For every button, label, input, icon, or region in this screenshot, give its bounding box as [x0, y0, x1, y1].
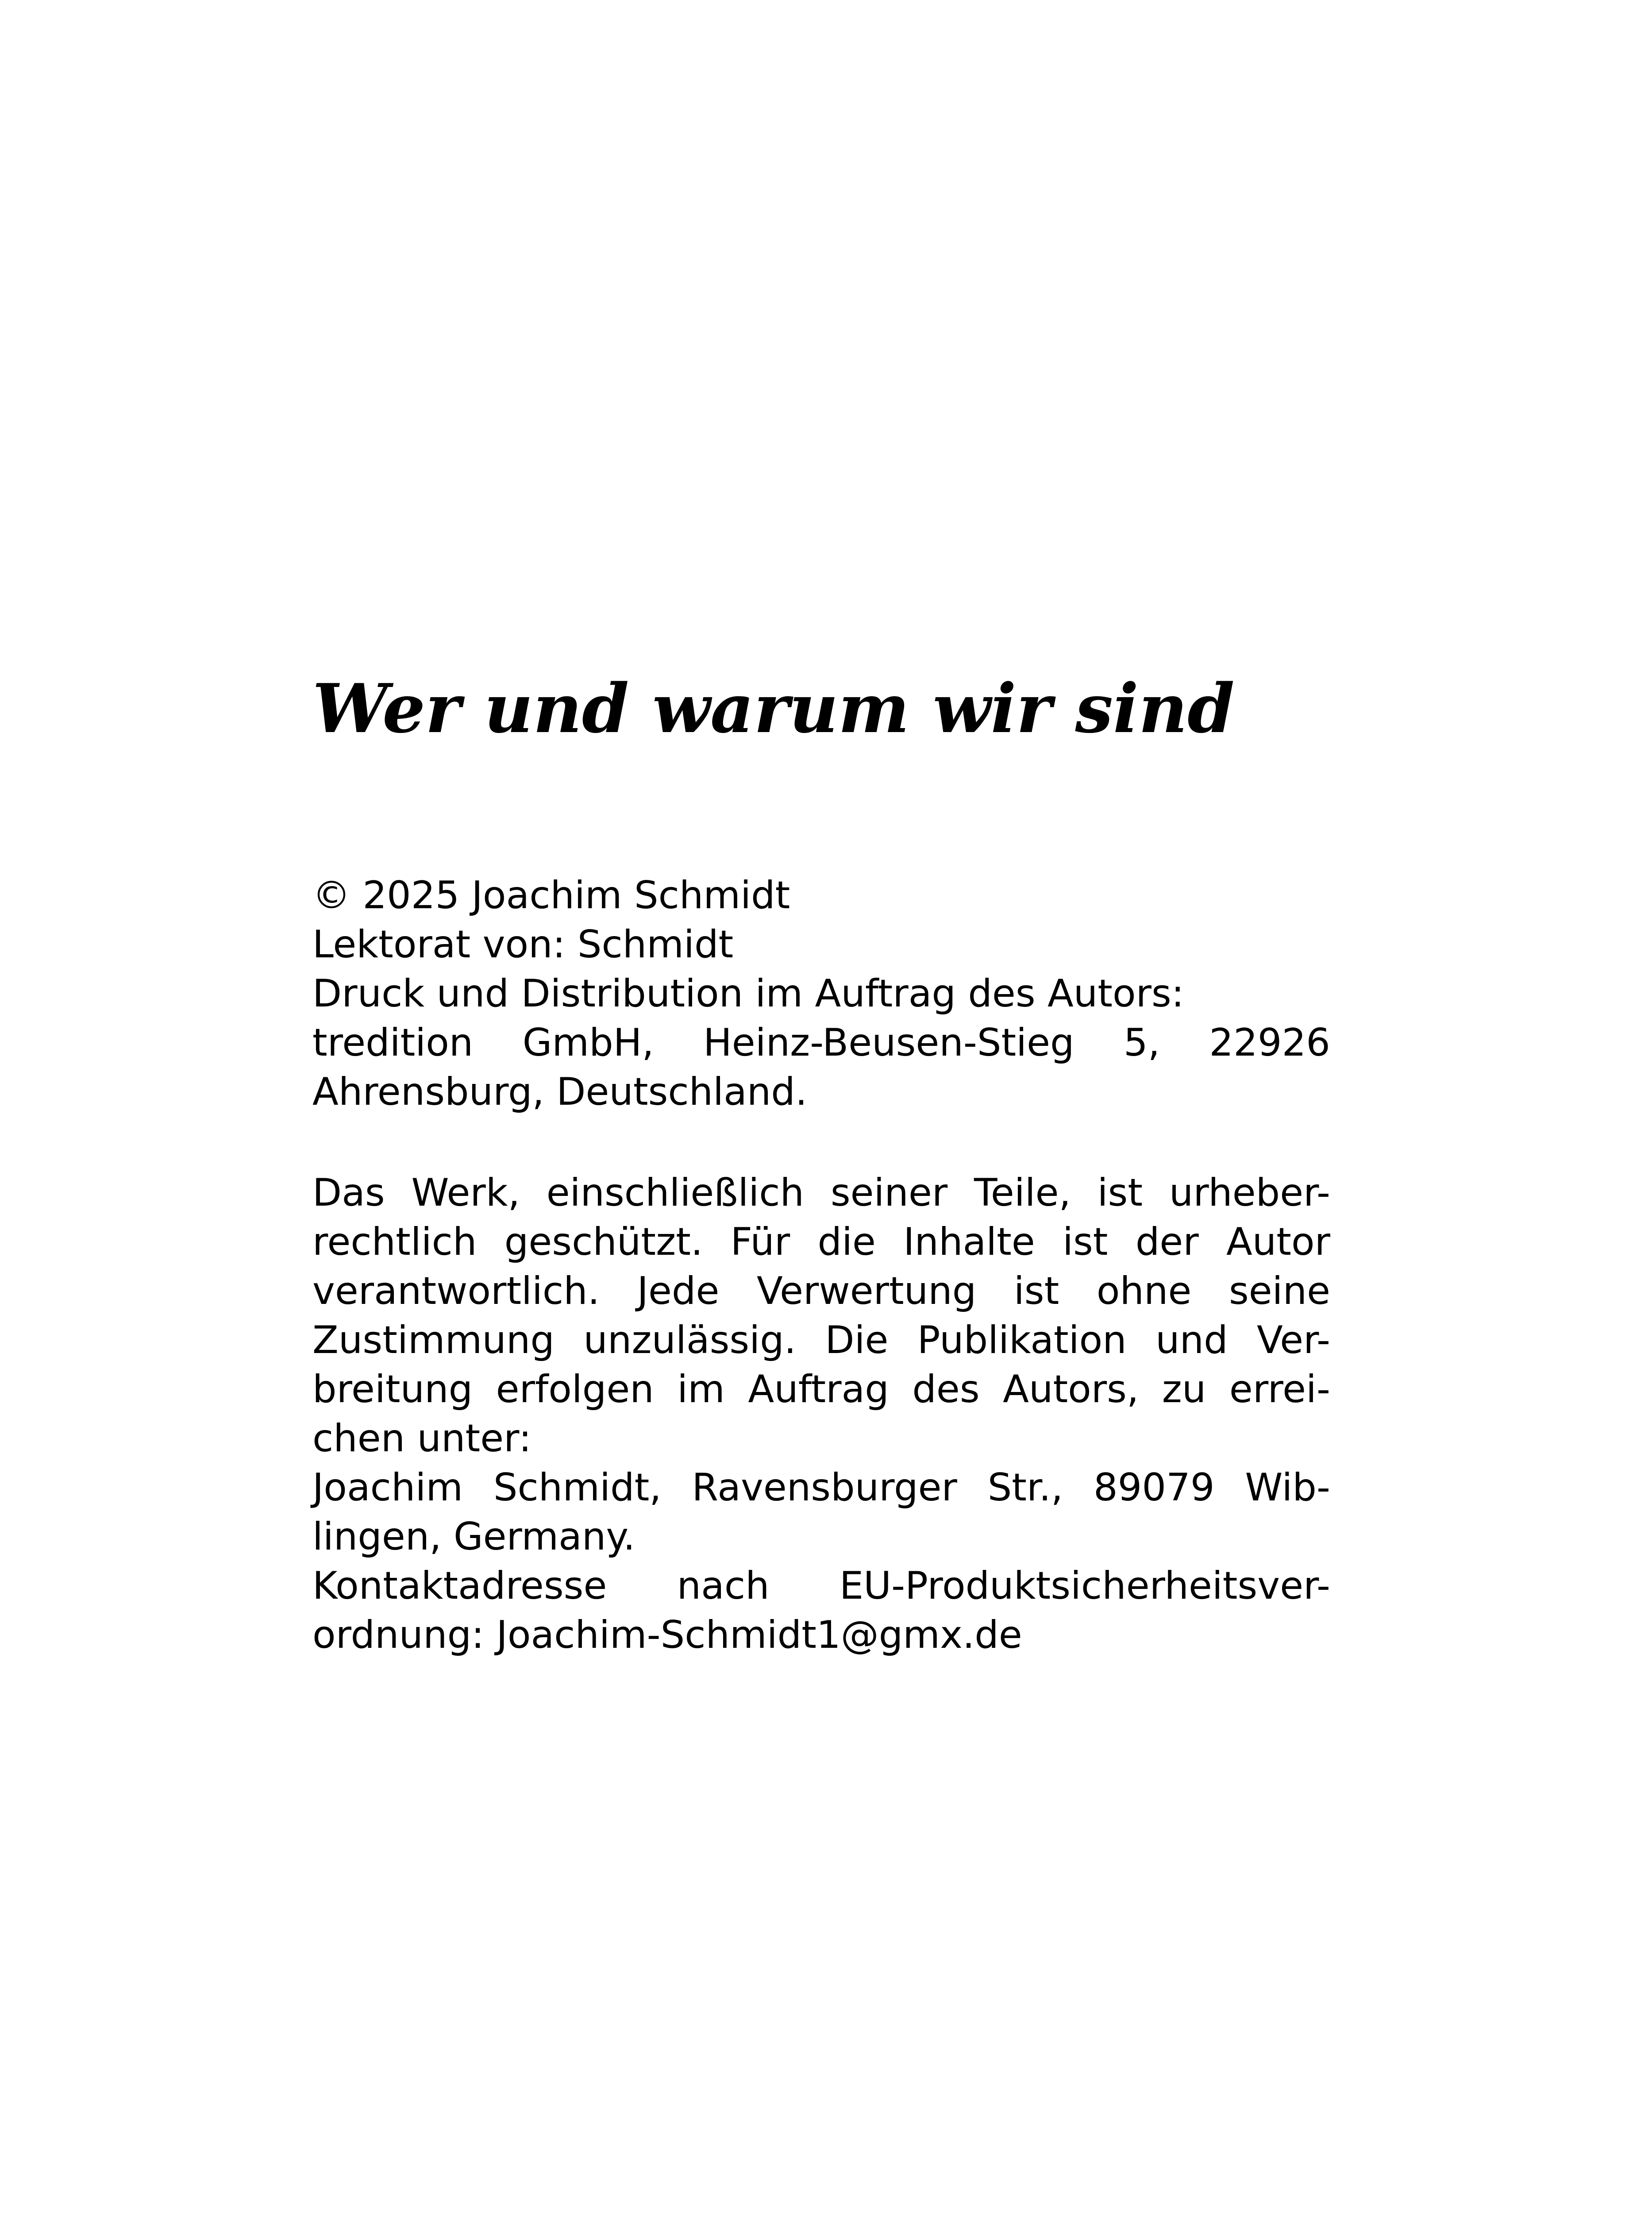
copyright-line: © 2025 Joachim Schmidt [312, 873, 790, 918]
notice-line: Zustimmung unzulässig. Die Publikation und Ver- [312, 1318, 1330, 1362]
book-title: Wer und warum wir sind [312, 669, 1235, 748]
notice-line: Das Werk, einschließlich seiner Teile, ist urheber- [312, 1171, 1330, 1215]
notice-line: chen unter: [312, 1416, 532, 1461]
publisher-city-line: Ahrensburg, Deutschland. [312, 1070, 808, 1114]
imprint-block [312, 871, 1330, 1117]
copyright-notice [312, 1168, 1330, 1660]
publisher-address-line: tredition GmbH, Heinz-Beusen-Stieg 5, 22926 [312, 1021, 1330, 1065]
notice-line: verantwortlich. Jede Verwertung ist ohne seine [312, 1269, 1330, 1313]
contact-email-line: ordnung: Joachim-Schmidt1@gmx.de [312, 1613, 1022, 1657]
author-address-line: lingen, Germany. [312, 1515, 635, 1559]
author-address-line: Joachim Schmidt, Ravensburger Str., 89079 Wib- [312, 1465, 1330, 1510]
printing-line: Druck und Distribution im Auftrag des Autors: [312, 972, 1184, 1016]
contact-line: Kontaktadresse nach EU-Produktsicherheitsver- [312, 1564, 1330, 1608]
editor-line: Lektorat von: Schmidt [312, 922, 734, 967]
notice-line: breitung erfolgen im Auftrag des Autors, zu errei- [312, 1367, 1330, 1411]
notice-line: rechtlich geschützt. Für die Inhalte ist der Autor [312, 1220, 1330, 1264]
